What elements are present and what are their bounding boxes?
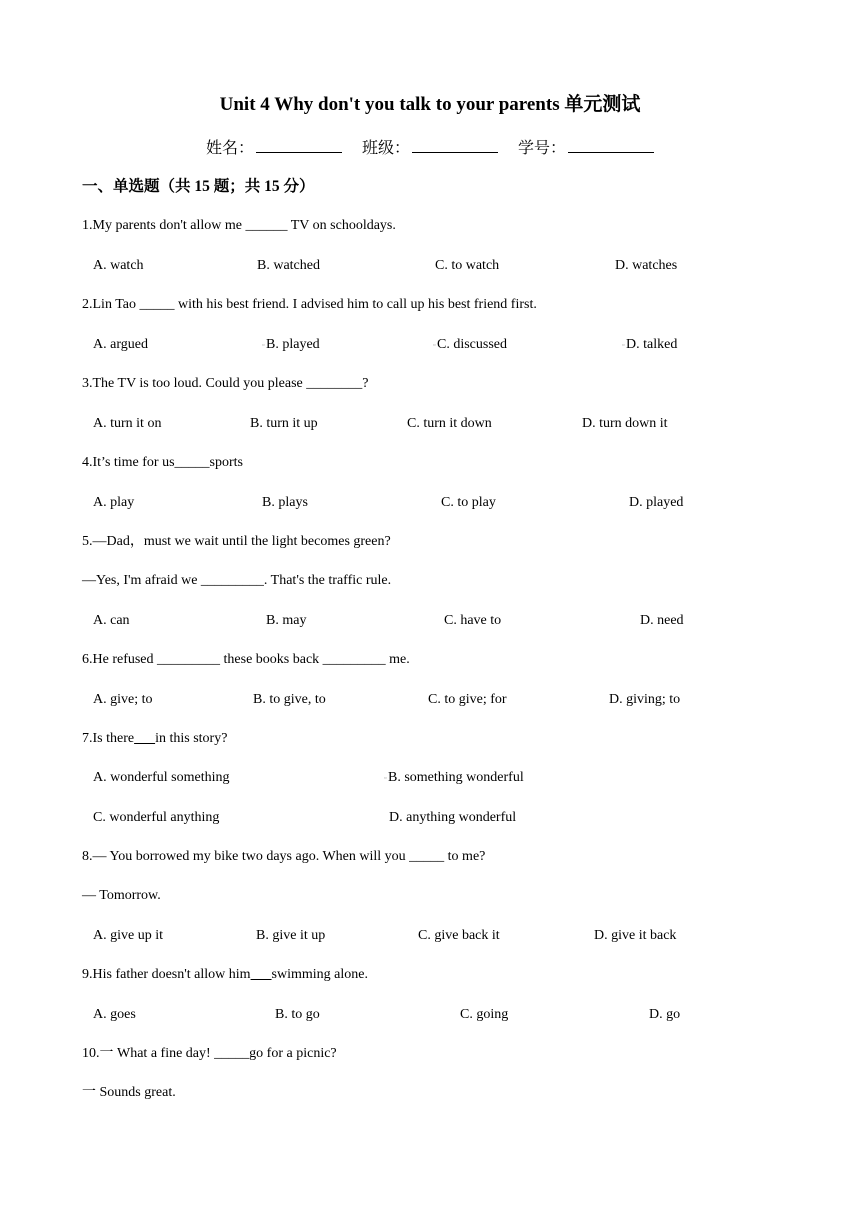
option-d: D. give it back xyxy=(594,928,677,943)
option-d: D. need xyxy=(640,613,684,628)
option-d: D. giving; to xyxy=(609,692,681,707)
option-b: B. plays xyxy=(262,495,308,510)
option-b: B. played xyxy=(266,337,320,352)
question-stem-part-1: 9.His father doesn't allow him xyxy=(82,967,251,982)
option-a: A. give up it xyxy=(93,928,163,943)
question-stem-line-2: —Yes, I'm afraid we _________. That's the traffic rule. xyxy=(82,573,392,588)
class-field xyxy=(362,136,498,160)
option-b: B. give it up xyxy=(256,928,326,943)
option-c: C. wonderful anything xyxy=(93,810,220,825)
question-stem xyxy=(82,965,368,985)
option-a: A. wonderful something xyxy=(93,770,230,785)
anchor-mark: ▫ xyxy=(622,341,625,349)
class-label: 班级： xyxy=(361,140,410,157)
student-id-blank xyxy=(568,136,654,153)
question-stem-line-2: — Tomorrow. xyxy=(82,888,161,903)
option-c: C. going xyxy=(460,1007,509,1022)
answer-blank xyxy=(134,731,155,746)
option-a: A. goes xyxy=(93,1007,136,1022)
option-a: A. watch xyxy=(93,258,144,273)
option-b: B. to go xyxy=(275,1007,320,1022)
section-title: 一、单选题（共 15 题；共 15 分） xyxy=(82,178,315,195)
option-c: C. turn it down xyxy=(407,416,492,431)
anchor-mark: ▫ xyxy=(384,774,387,782)
option-d: D. anything wonderful xyxy=(389,810,517,825)
name-field xyxy=(206,136,342,160)
question-stem: 2.Lin Tao _____ with his best friend. I advised him to call up his best friend first. xyxy=(82,297,537,312)
name-label: 姓名： xyxy=(205,140,254,157)
question-stem xyxy=(82,729,227,749)
question-stem: 6.He refused _________ these books back _________ me. xyxy=(82,652,410,667)
question-stem-part-2: swimming alone. xyxy=(271,967,368,982)
question-stem-part-1: 7.Is there xyxy=(82,731,135,746)
option-c: C. to give; for xyxy=(428,692,507,707)
option-c: C. to watch xyxy=(435,258,500,273)
name-blank xyxy=(256,136,342,153)
question-stem: 4.It’s time for us_____sports xyxy=(82,455,243,470)
option-a: A. can xyxy=(93,613,130,628)
question-stem: 5.—Dad，must we wait until the light becomes green? xyxy=(82,534,391,549)
student-info-row xyxy=(0,136,860,160)
option-a: A. turn it on xyxy=(93,416,162,431)
student-id-label: 学号： xyxy=(518,140,567,157)
option-b: B. watched xyxy=(257,258,320,273)
option-d: D. watches xyxy=(615,258,678,273)
question-stem-line-2: 一 Sounds great. xyxy=(82,1085,176,1100)
option-b: B. something wonderful xyxy=(388,770,524,785)
option-d: D. turn down it xyxy=(582,416,668,431)
option-c: C. give back it xyxy=(418,928,500,943)
option-b: B. may xyxy=(266,613,307,628)
option-d: D. played xyxy=(629,495,684,510)
anchor-mark: ▫ xyxy=(262,341,265,349)
option-a: A. play xyxy=(93,495,135,510)
page-title: Unit 4 Why don't you talk to your parents 单元测试 xyxy=(219,94,641,115)
question-stem: 8.— You borrowed my bike two days ago. When will you _____ to me? xyxy=(82,849,486,864)
question-stem: 3.The TV is too loud. Could you please ________? xyxy=(82,376,369,391)
question-stem-part-2: in this story? xyxy=(155,731,228,746)
question-stem: 1.My parents don't allow me ______ TV on schooldays. xyxy=(82,218,396,233)
option-d: D. talked xyxy=(626,337,678,352)
student-id-field xyxy=(518,136,654,160)
class-blank xyxy=(412,136,498,153)
answer-blank xyxy=(251,967,272,982)
question-stem: 10.一 What a fine day! _____go for a picnic? xyxy=(82,1046,337,1061)
option-c: C. to play xyxy=(441,495,496,510)
anchor-mark: ▫ xyxy=(433,341,436,349)
option-b: B. turn it up xyxy=(250,416,318,431)
option-a: A. argued xyxy=(93,337,148,352)
option-b: B. to give, to xyxy=(253,692,326,707)
option-c: C. have to xyxy=(444,613,502,628)
option-d: D. go xyxy=(649,1007,681,1022)
option-c: C. discussed xyxy=(437,337,507,352)
option-a: A. give; to xyxy=(93,692,153,707)
